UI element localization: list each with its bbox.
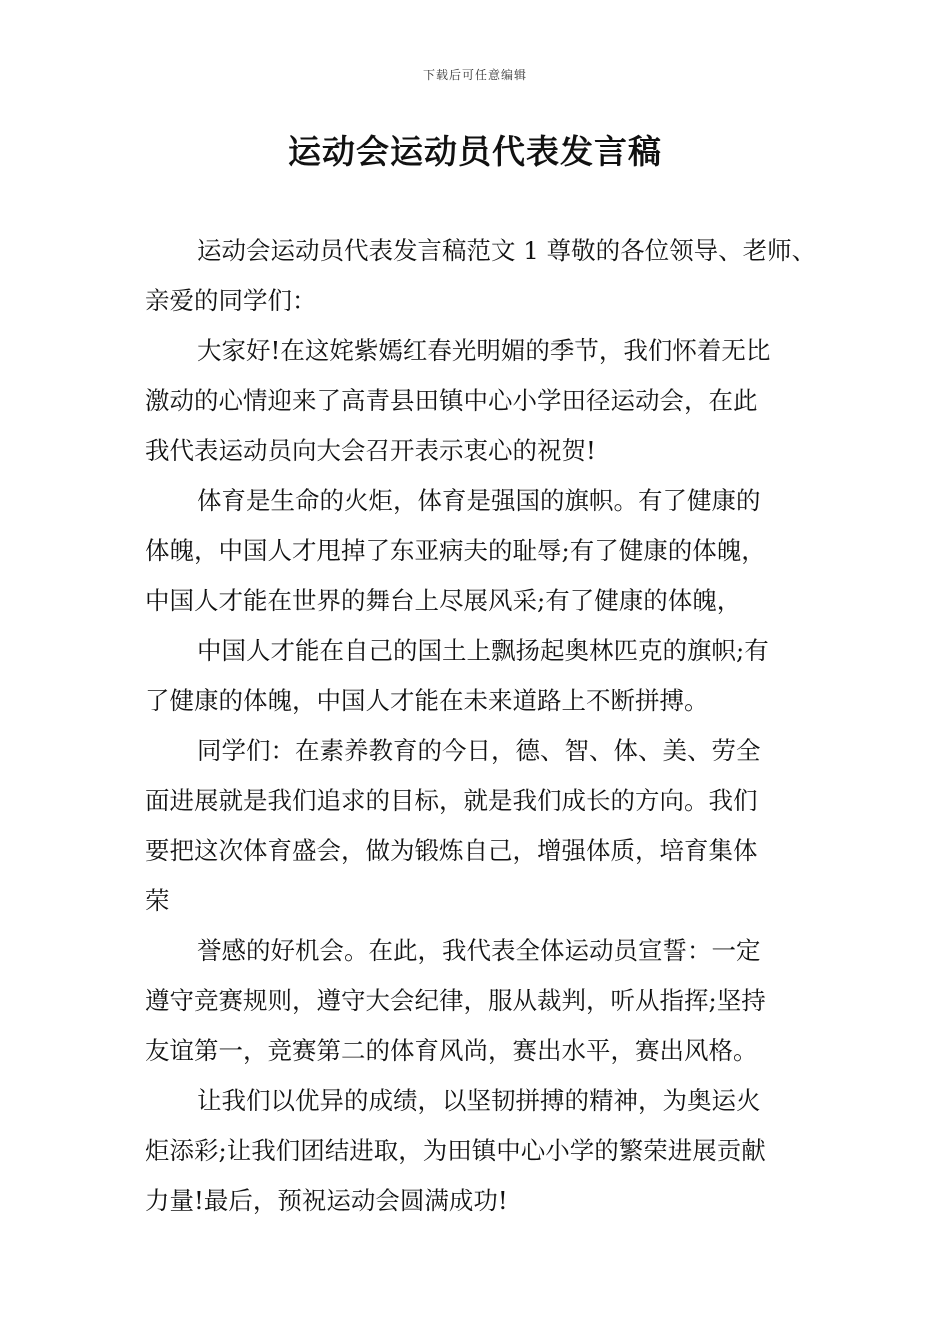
text-line: 友谊第一，竞赛第二的体育风尚，赛出水平，赛出风格。	[145, 1036, 758, 1065]
text-line: 力量!最后，预祝运动会圆满成功!	[145, 1186, 508, 1215]
text-line: 面进展就是我们追求的目标，就是我们成长的方向。我们	[145, 786, 758, 815]
page-title: 运动会运动员代表发言稿	[288, 132, 662, 171]
text-line: 体魄，中国人才甩掉了东亚病夫的耻辱;有了健康的体魄，	[145, 536, 766, 565]
text-line: 遵守竞赛规则，遵守大会纪律，服从裁判，听从指挥;坚持	[145, 986, 766, 1015]
text-line: 中国人才能在自己的国土上飘扬起奥林匹克的旗帜;有	[197, 636, 769, 665]
text-line: 亲爱的同学们：	[145, 286, 317, 315]
header-note: 下载后可任意编辑	[422, 68, 527, 82]
text-line: 体育是生命的火炬，体育是强国的旗帜。有了健康的	[197, 486, 761, 515]
text-line: 激动的心情迎来了高青县田镇中心小学田径运动会，在此	[145, 386, 758, 415]
text-line: 我代表运动员向大会召开表示衷心的祝贺!	[145, 436, 596, 465]
text-line: 运动会运动员代表发言稿范文 1 尊敬的各位领导、老师、	[197, 236, 817, 265]
text-line: 大家好!在这姹紫嫣红春光明媚的季节，我们怀着无比	[197, 336, 771, 365]
document-body	[145, 226, 815, 1226]
text-line: 让我们以优异的成绩，以坚韧拼搏的精神，为奥运火	[197, 1086, 761, 1115]
text-line: 中国人才能在世界的舞台上尽展风采;有了健康的体魄，	[145, 586, 742, 615]
text-line: 要把这次体育盛会，做为锻炼自己，增强体质，培育集体	[145, 836, 758, 865]
text-line: 同学们：在素养教育的今日，德、智、体、美、劳全	[197, 736, 761, 765]
text-line: 炬添彩;让我们团结进取，为田镇中心小学的繁荣进展贡献	[145, 1136, 766, 1165]
text-line: 荣	[145, 886, 170, 915]
text-line: 誉感的好机会。在此，我代表全体运动员宣誓：一定	[197, 936, 761, 965]
text-line: 了健康的体魄，中国人才能在未来道路上不断拼搏。	[145, 686, 709, 715]
